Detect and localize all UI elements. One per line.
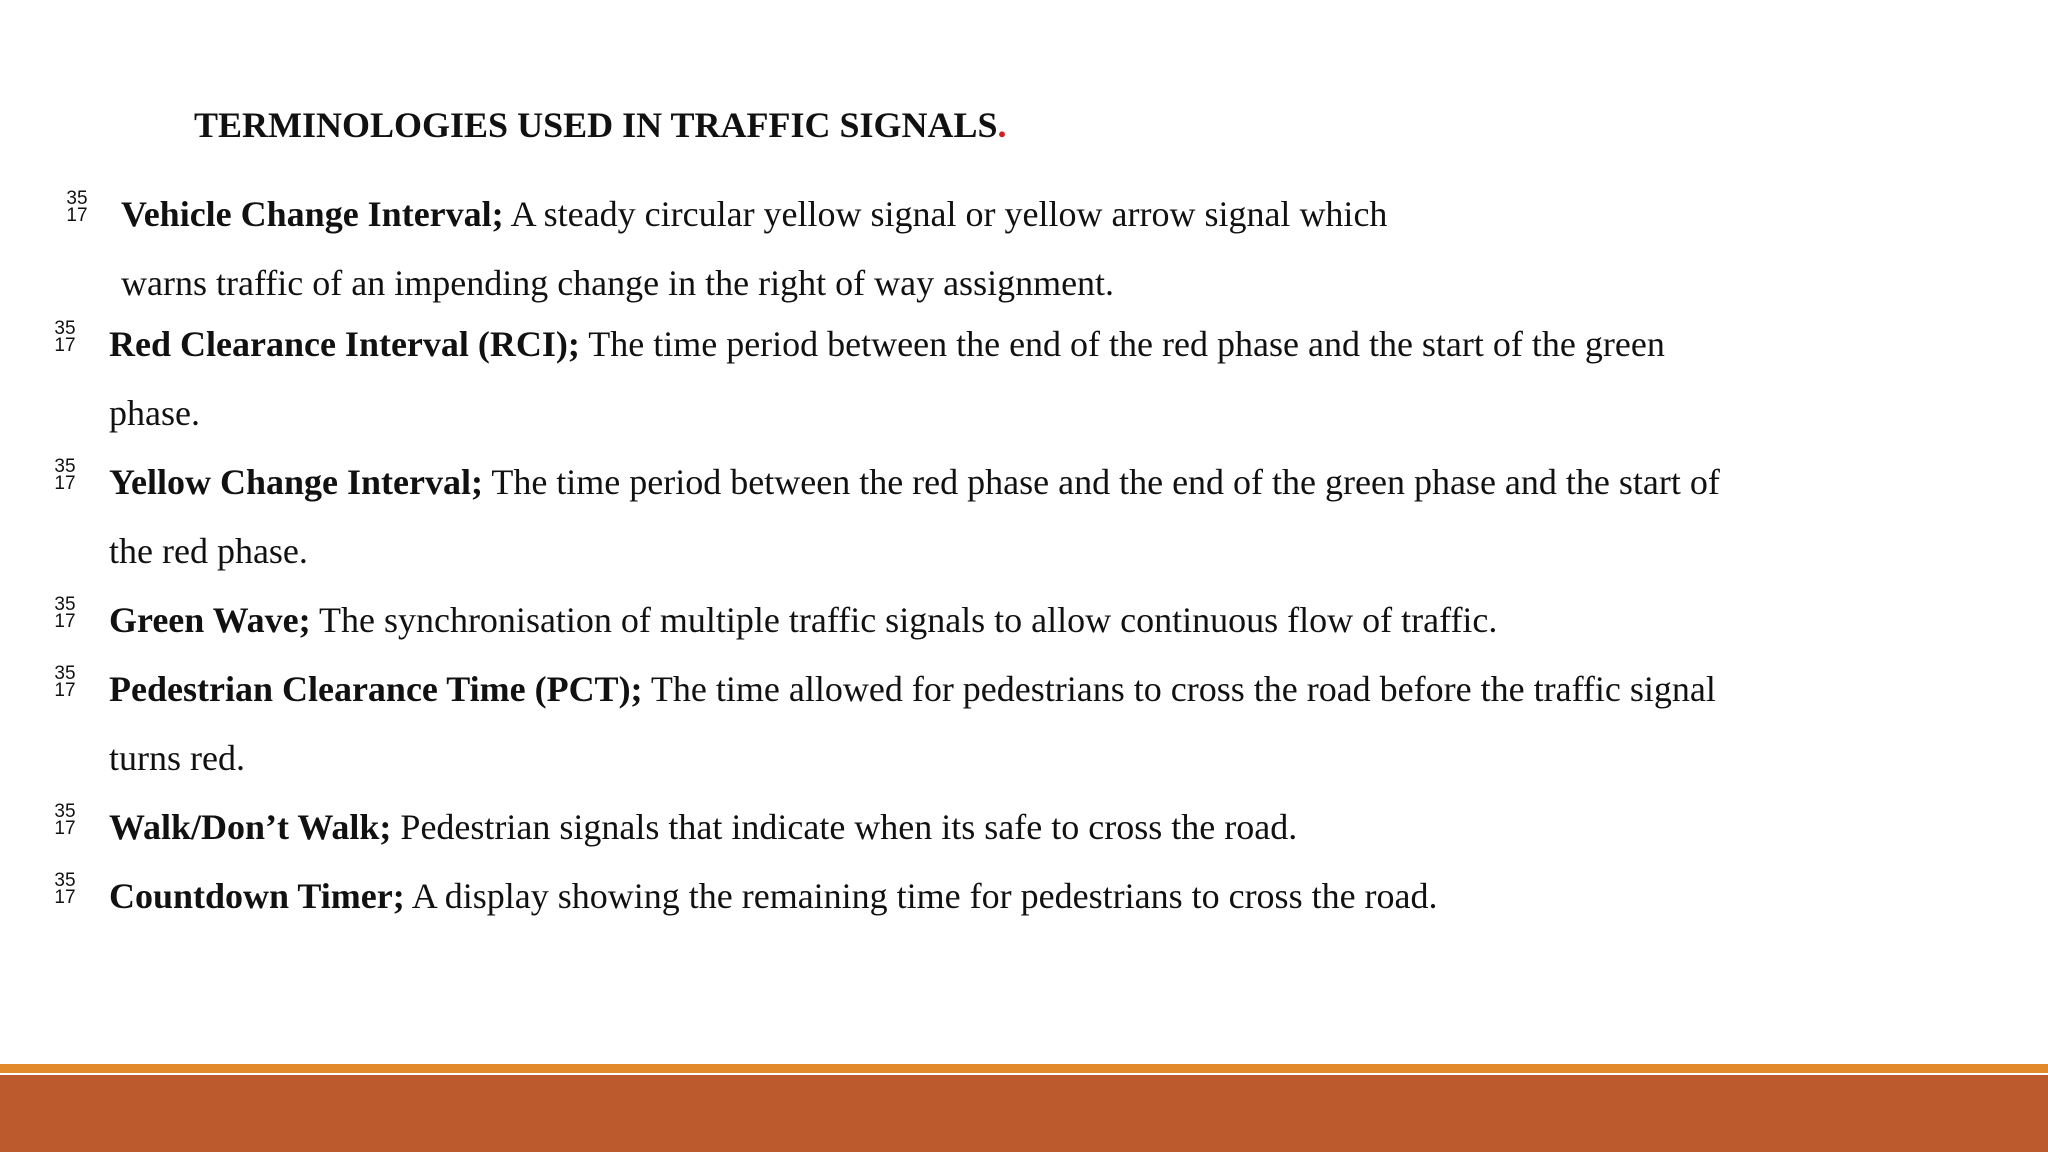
bullet-icon: 35 17 — [66, 188, 88, 226]
term-description: The time period between the red phase and the end of the green phase and the start of — [482, 462, 1720, 502]
bullet-icon: 35 17 — [54, 594, 76, 632]
term-name: Pedestrian Clearance Time (PCT); — [109, 669, 643, 709]
footer-accent-line — [0, 1064, 2048, 1073]
term-description: A display showing the remaining time for pedestrians to cross the road. — [404, 876, 1438, 916]
term-description: The time allowed for pedestrians to cross the road before the traffic signal — [642, 669, 1716, 709]
term-line-1 — [109, 322, 1665, 366]
term-name: Yellow Change Interval; — [109, 462, 483, 502]
term-description: The synchronisation of multiple traffic signals to allow continuous flow of traffic. — [310, 600, 1498, 640]
term-line-1 — [121, 192, 1387, 236]
term-name: Vehicle Change Interval; — [121, 194, 504, 234]
term-name: Walk/Don’t Walk; — [109, 807, 392, 847]
term-description: The time period between the end of the red phase and the start of the green — [579, 324, 1665, 364]
bullet-icon: 35 17 — [54, 801, 76, 839]
term-line-1 — [109, 460, 1720, 504]
title-text: TERMINOLOGIES USED IN TRAFFIC SIGNALS — [194, 105, 998, 145]
bullet-icon: 35 17 — [54, 870, 76, 908]
term-line-1 — [109, 805, 1297, 849]
bullet-icon: 35 17 — [54, 663, 76, 701]
term-line-1 — [109, 874, 1438, 918]
bullet-icon: 35 17 — [54, 456, 76, 494]
term-line-2: turns red. — [109, 738, 245, 778]
term-name: Countdown Timer; — [109, 876, 405, 916]
term-line-2: warns traffic of an impending change in the right of way assignment. — [121, 263, 1115, 303]
term-name: Red Clearance Interval (RCI); — [109, 324, 580, 364]
term-line-2: the red phase. — [109, 531, 308, 571]
title-dot: . — [997, 105, 1007, 145]
term-line-2: phase. — [109, 393, 200, 433]
term-line-1 — [109, 598, 1497, 642]
footer-band — [0, 1075, 2048, 1152]
term-line-1 — [109, 667, 1716, 711]
term-name: Green Wave; — [109, 600, 311, 640]
term-description: A steady circular yellow signal or yellow arrow signal which — [503, 194, 1388, 234]
slide-title — [194, 104, 1007, 146]
term-description: Pedestrian signals that indicate when its safe to cross the road. — [391, 807, 1298, 847]
bullet-icon: 35 17 — [54, 318, 76, 356]
